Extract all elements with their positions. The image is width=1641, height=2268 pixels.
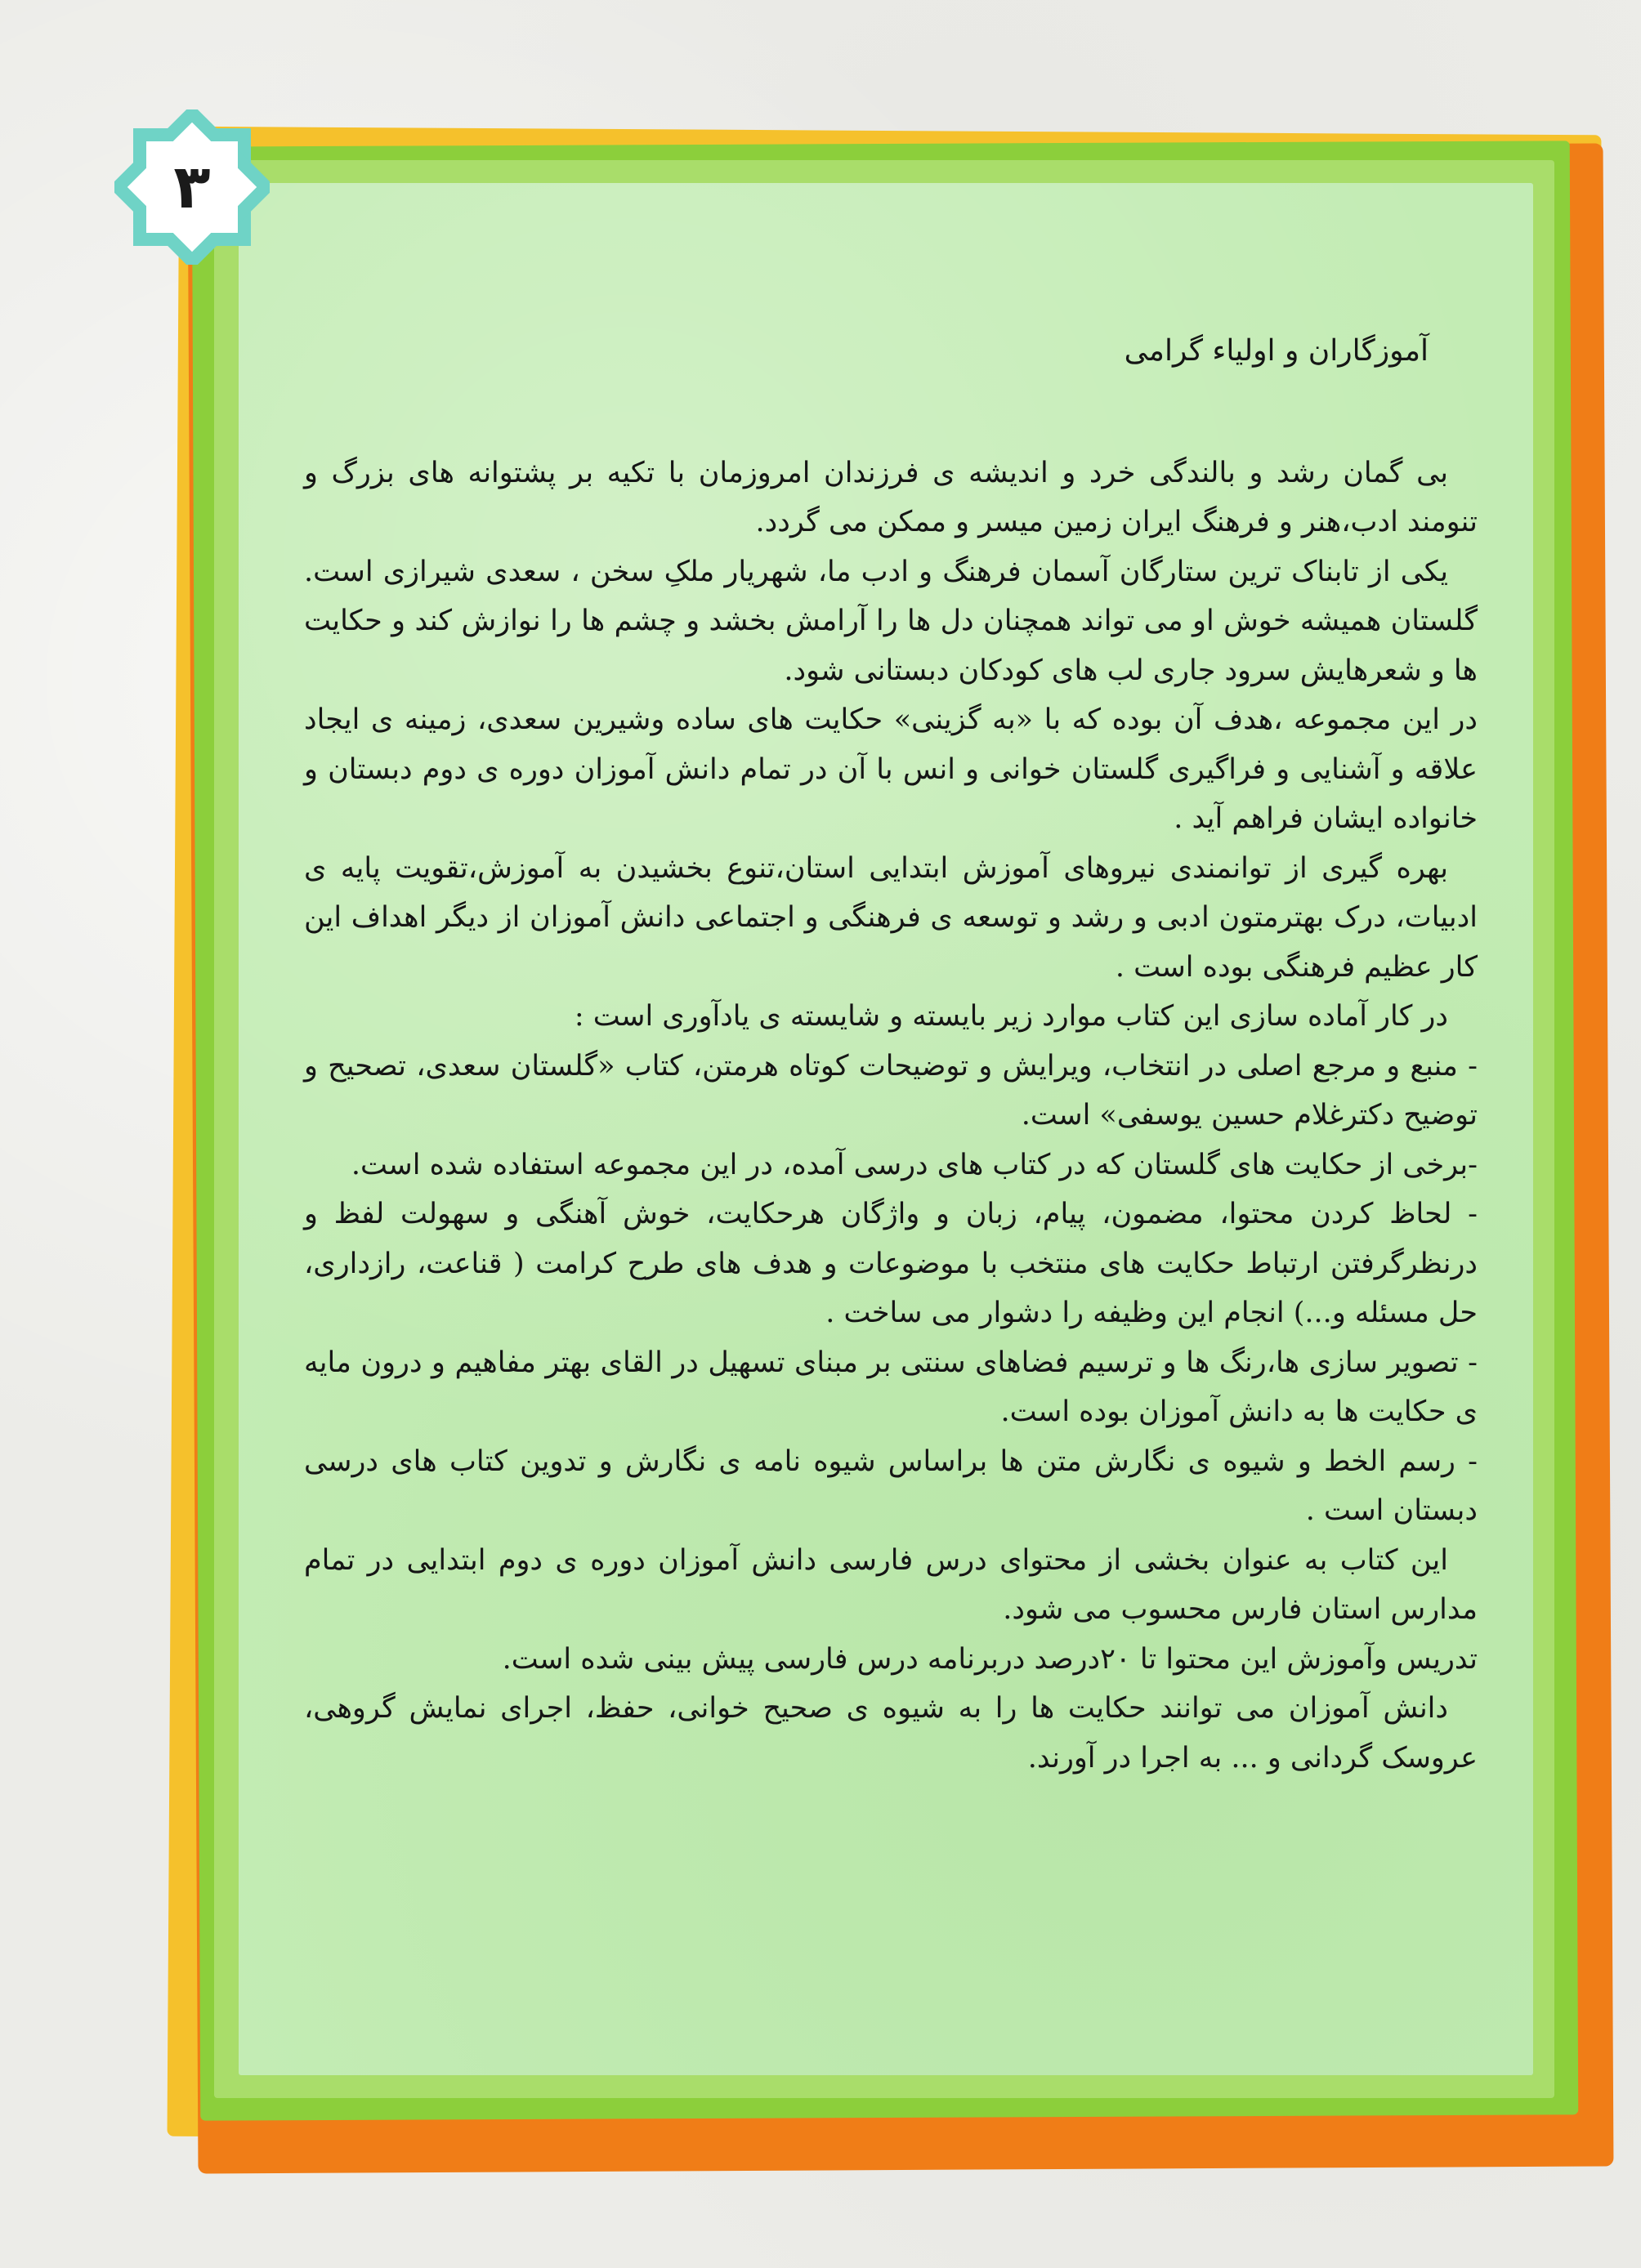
paragraph: این کتاب به عنوان بخشی از محتوای درس فارسی دانش آموزان دوره ی دوم ابتدایی در تمام مدارس استان فارس محسوب می شود.: [304, 1543, 1478, 1626]
letter-body: [304, 327, 1478, 1783]
page-number-badge: [114, 109, 270, 265]
paragraph: در کار آماده سازی این کتاب موارد زیر بایسته و شایسته ی یادآوری است :: [574, 1000, 1448, 1033]
list-item: - تصویر سازی ها،رنگ ها و ترسیم فضاهای سنتی بر مبنای تسهیل در القای بهتر مفاهیم و درون مایه ی حکایت ها به دانش آموزان بوده است.: [304, 1346, 1478, 1428]
list-item: - منبع و مرجع اصلی در انتخاب، ویرایش و توضیحات کوتاه هرمتن، کتاب «گلستان سعدی، تصحیح و توضیح دکترغلام حسین یوسفی» است.: [304, 1049, 1478, 1132]
paragraph: یکی از تابناک ترین ستارگان آسمان فرهنگ و ادب ما، شهریار ملکِ سخن ، سعدی شیرازی است. گلستان همیشه خوش او می تواند همچنان دل ها را آرامش بخشد و چشم ها را نوازش کند و حکایت ها و شعرهایش سرود جاری لب های کودکان دبستانی شود.: [304, 555, 1478, 687]
list-item: - لحاظ کردن محتوا، مضمون، پیام، زبان و واژگان هرحکایت، خوش آهنگی و سهولت لفظ و درنظرگرفتن ارتباط حکایت های منتخب با موضوعات و هدف های طرح کرامت ( قناعت، رازداری، حل مسئله و...) انجام این وظیفه را دشوار می ساخت .: [304, 1198, 1478, 1329]
paragraph: در این مجموعه ،هدف آن بوده که با «به گزینی» حکایت های ساده وشیرین سعدی، زمینه ی ایجاد علاقه و آشنایی و فراگیری گلستان خوانی و انس با آن در تمام دانش آموزان دوره ی دوم دبستان و خانواده ایشان فراهم آید .: [304, 703, 1478, 835]
paragraph: دانش آموزان می توانند حکایت ها را به شیوه ی صحیح خوانی، حفظ، اجرای نمایش گروهی، عروسک گردانی و ... به اجرا در آورند.: [304, 1692, 1478, 1775]
paragraph: تدریس وآموزش این محتوا تا ۲۰درصد دربرنامه درس فارسی پیش بینی شده است.: [502, 1642, 1478, 1676]
list-item: -برخی از حکایت های گلستان که در کتاب های درسی آمده، در این مجموعه استفاده شده است.: [351, 1148, 1478, 1181]
paragraph: بی گمان رشد و بالندگی خرد و اندیشه ی فرزندان امروزمان با تکیه بر پشتوانه های بزرگ و تنومند ادب،هنر و فرهنگ ایران زمین میسر و ممکن می گردد.: [304, 456, 1478, 538]
list-item: - رسم الخط و شیوه ی نگارش متن ها براساس شیوه نامه ی نگارش و تدوین کتاب های درسی دبستان است .: [304, 1444, 1478, 1527]
letter-heading: آموزگاران و اولیاء گرامی: [1124, 334, 1429, 368]
page-number: ۳: [173, 152, 211, 222]
paragraph: بهره گیری از توانمندی نیروهای آموزش ابتدایی استان،تنوع بخشیدن به آموزش،تقویت پایه ی ادبیات، درک بهترمتون ادبی و رشد و توسعه ی فرهنگی و اجتماعی دانش آموزان از دیگر اهداف این کار عظیم فرهنگی بوده است .: [304, 851, 1478, 984]
